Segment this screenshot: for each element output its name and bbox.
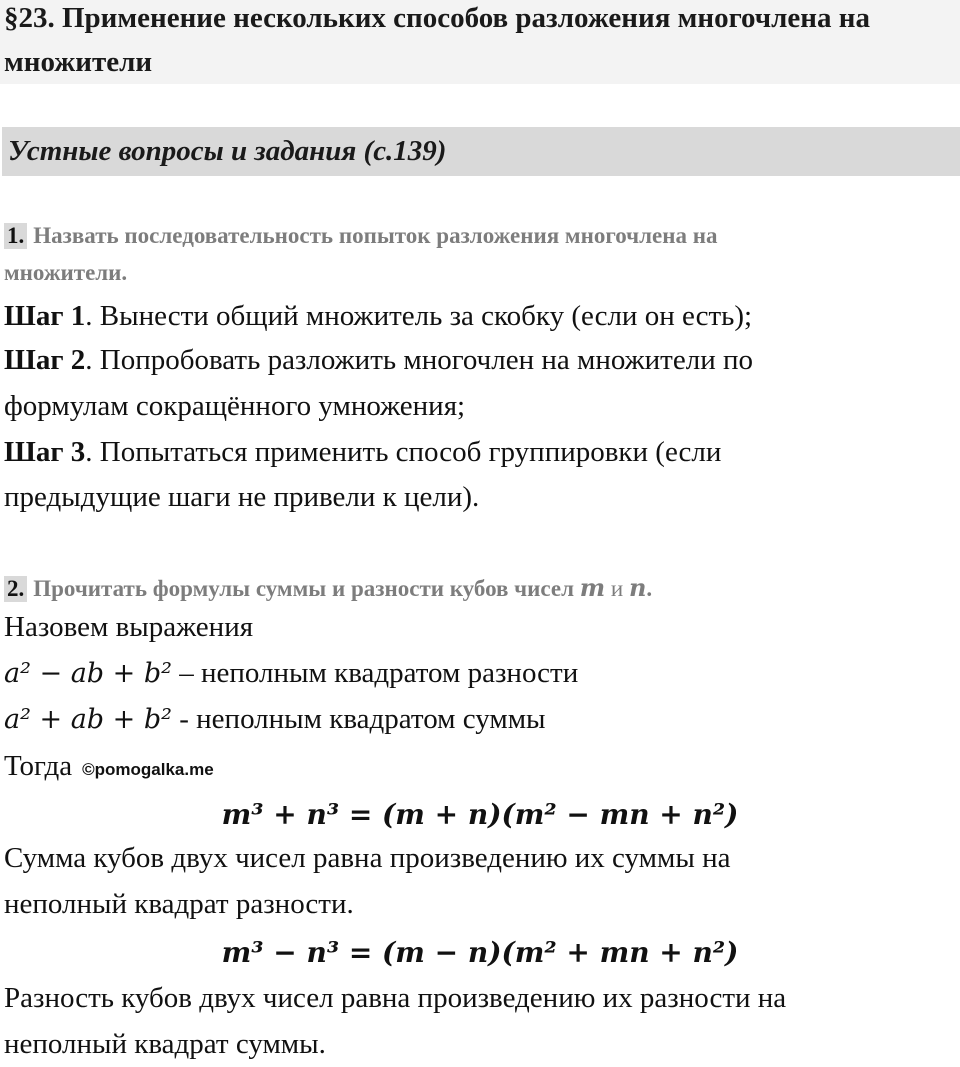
variable-m: m: [579, 573, 606, 602]
formula-sum-of-cubes: m³ + n³ = (m + n)(m² − mn + n²): [221, 798, 739, 831]
step-text: . Вынести общий множитель за скобку (если он есть);: [85, 300, 753, 332]
formula-difference-of-cubes: m³ − n³ = (m − n)(m² + mn + n²): [221, 936, 739, 969]
difference-description: Разность кубов двух чисел равна произведению их разности на: [4, 982, 787, 1014]
page-title: §23. Применение нескольких способов разложения многочлена на множители: [4, 2, 870, 78]
intro-text: Назовем выражения: [4, 611, 254, 643]
expression-math: a² − ab + b²: [4, 658, 172, 689]
step-label: Шаг 3: [4, 436, 86, 468]
variable-n: n: [628, 573, 647, 602]
question-1: [4, 223, 717, 249]
step-2-continued: формулам сокращённого умножения;: [4, 390, 466, 422]
step-text: . Попытаться применить способ группировки (если: [85, 436, 722, 468]
step-1: [4, 300, 752, 333]
question-number: 2.: [4, 576, 27, 602]
question-number: 1.: [4, 223, 27, 249]
question-suffix: .: [646, 576, 653, 601]
section-header: [2, 127, 960, 176]
step-text: . Попробовать разложить многочлен на множители по: [85, 344, 753, 376]
watermark: ©pomogalka.me: [82, 760, 214, 779]
step-3: [4, 436, 721, 469]
question-text: Прочитать формулы суммы и разности кубов чисел: [33, 576, 574, 601]
difference-description-continued: неполный квадрат суммы.: [4, 1028, 326, 1060]
question-1-continued: множители.: [4, 260, 128, 285]
then-text: Тогда: [4, 750, 73, 782]
sum-description: Сумма кубов двух чисел равна произведению их суммы на: [4, 842, 731, 874]
then-line: [4, 750, 214, 783]
expression-text: – неполным квадратом разности: [172, 657, 579, 689]
expression-2: [4, 703, 546, 736]
step-label: Шаг 2: [4, 344, 86, 376]
question-text: Назвать последовательность попыток разложения многочлена на: [33, 223, 718, 248]
sum-description-continued: неполный квадрат разности.: [4, 888, 354, 920]
step-3-continued: предыдущие шаги не привели к цели).: [4, 481, 480, 513]
step-label: Шаг 1: [4, 300, 86, 332]
question-2: [4, 573, 652, 602]
expression-text: - неполным квадратом суммы: [172, 703, 546, 735]
expression-math: a² + ab + b²: [4, 704, 172, 735]
expression-1: [4, 657, 578, 690]
section-title: Устные вопросы и задания (с.139): [8, 135, 447, 167]
conjunction: и: [610, 576, 624, 601]
step-2: [4, 344, 753, 377]
